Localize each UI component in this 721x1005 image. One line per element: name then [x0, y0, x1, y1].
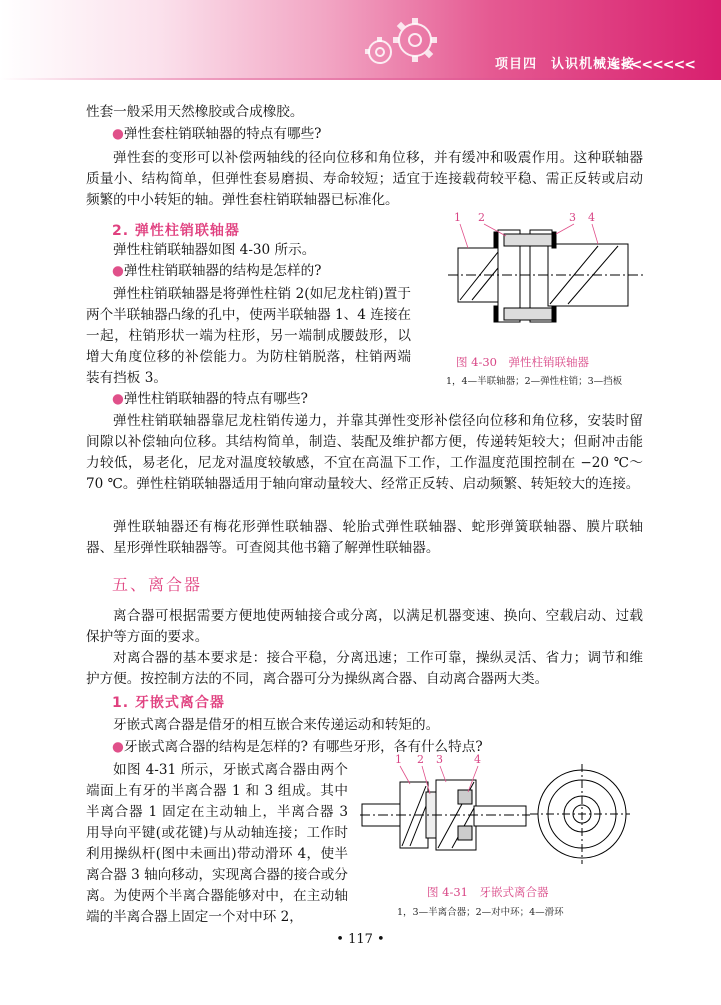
bullet-icon: ●	[112, 391, 124, 407]
label-1: 1	[395, 753, 402, 766]
bullet-icon: ●	[112, 126, 124, 142]
question	[112, 124, 321, 145]
question-text: 弹性柱销联轴器的结构是怎样的?	[123, 263, 322, 279]
header-chevrons: <<<<<<<<	[609, 57, 695, 73]
bullet-icon: ●	[112, 263, 124, 279]
label-2: 2	[478, 211, 485, 224]
question-text: 牙嵌式离合器的结构是怎样的? 有哪些牙形，各有什么特点?	[123, 739, 483, 755]
figure-caption: 图 4-31 牙嵌式离合器	[427, 885, 549, 899]
page-number: • 117 •	[336, 932, 385, 947]
label-2: 2	[417, 753, 424, 766]
gear-icon	[345, 6, 455, 76]
paragraph: 弹性套的变形可以补偿两轴线的径向位移和角位移，并有缓冲和吸震作用。这种联轴器质量小、结构简单，但弹性套易磨损、寿命较短；适宜于连接载荷较平稳、需正反转或启动频繁的中小转矩的轴。弹性套柱销联轴器已标准化。	[86, 150, 643, 208]
label-4: 4	[474, 753, 481, 766]
bullet-icon: ●	[112, 739, 124, 755]
paragraph: 对离合器的基本要求是：接合平稳，分离迅速；工作可靠，操纵灵活、省力；调节和维护方便。按控制方法的不同，离合器可分为操纵离合器、自动离合器两大类。	[86, 650, 643, 687]
question	[112, 389, 308, 410]
figure-legend: 1，3—半离合器；2—对中环；4—滑环	[397, 907, 564, 918]
label-3: 3	[569, 211, 576, 224]
section-heading: 五、离合器	[112, 575, 203, 594]
subsection-heading: 1. 牙嵌式离合器	[112, 695, 225, 711]
subsection-heading: 2. 弹性柱销联轴器	[112, 223, 240, 239]
paragraph: 牙嵌式离合器是借牙的相互嵌合来传递运动和转矩的。	[113, 717, 440, 733]
label-3: 3	[436, 753, 443, 766]
figure-legend: 1，4—半联轴器；2—弹性柱销；3—挡板	[446, 376, 623, 387]
header-rule	[0, 78, 721, 80]
paragraph: 如图 4-31 所示，牙嵌式离合器由两个端面上有牙的半离合器 1 和 3 组成。其中半离合器 1 固定在主动轴上，半离合器 3 用导向平键(或花键)与从动轴连接；工作时利用操纵杆(图中未画出)带动滑环 4，使半离合器 3 轴向移动，实现离合器的接合或分离。为使两个半离合器能够对中，在主动轴端的半离合器上固定一个对中环 2，	[86, 762, 348, 925]
figure-4-31	[360, 752, 630, 874]
question	[112, 261, 321, 282]
figure-4-30	[448, 208, 648, 348]
paragraph: 弹性柱销联轴器如图 4-30 所示。	[113, 242, 316, 258]
figure-caption: 图 4-30 弹性柱销联轴器	[456, 355, 589, 369]
paragraph: 离合器可根据需要方便地使两轴接合或分离，以满足机器变速、换向、空载启动、过载保护等方面的要求。	[86, 608, 643, 645]
paragraph: 弹性联轴器还有梅花形弹性联轴器、轮胎式弹性联轴器、蛇形弹簧联轴器、膜片联轴器、星形弹性联轴器等。可查阅其他书籍了解弹性联轴器。	[86, 519, 643, 556]
paragraph: 弹性柱销联轴器是将弹性柱销 2(如尼龙柱销)置于两个半联轴器凸缘的孔中，使两半联轴器 1、4 连接在一起，柱销形状一端为柱形，另一端制成腰鼓形，以增大角度位移的补偿能力。为防柱销脱落，柱销两端装有挡板 3。	[86, 286, 412, 386]
page-header	[0, 0, 721, 80]
label-1: 1	[454, 211, 461, 224]
question-text: 弹性柱销联轴器的特点有哪些?	[123, 391, 308, 407]
question-text: 弹性套柱销联轴器的特点有哪些?	[123, 126, 322, 142]
chapter-title: 项目四 认识机械连接	[494, 57, 635, 72]
paragraph: 性套一般采用天然橡胶或合成橡胶。	[86, 104, 304, 120]
label-4: 4	[588, 211, 595, 224]
paragraph: 弹性柱销联轴器靠尼龙柱销传递力，并靠其弹性变形补偿径向位移和角位移，安装时留间隙以补偿轴向位移。其结构简单，制造、装配及维护都方便，传递转矩较大；但耐冲击能力较低，易老化，尼龙对温度较敏感，不宜在高温下工作，工作温度范围控制在 −20 ℃～70 ℃。弹性柱销联轴器适用于轴向窜动量较大、经常正反转、启动频繁、转矩较大的连接。	[86, 413, 643, 492]
